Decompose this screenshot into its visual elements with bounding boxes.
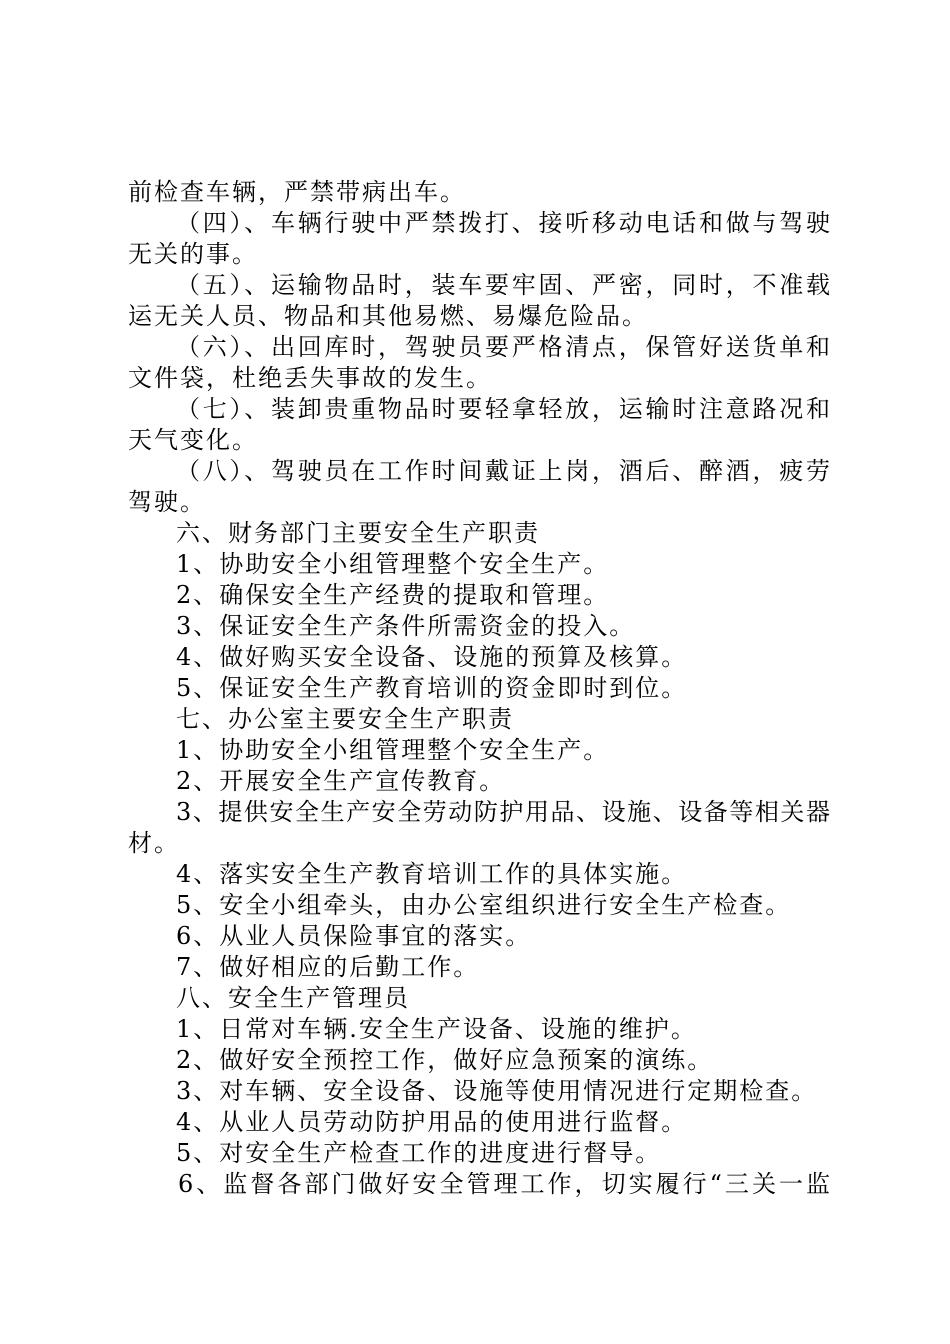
text-line: 2、开展安全生产宣传教育。	[176, 767, 506, 795]
text-line: 1、协助安全小组管理整个安全生产。	[176, 736, 610, 764]
text-line: 5、安全小组牵头，由办公室组织进行安全生产检查。	[176, 891, 792, 919]
section-heading: 七、办公室主要安全生产职责	[176, 705, 514, 733]
text-line: （七）、装卸贵重物品时要轻拿轻放，运输时注意路况和	[176, 395, 830, 423]
text-line: （六）、出回库时，驾驶员要严格清点，保管好送货单和	[176, 333, 830, 361]
text-line: 5、保证安全生产教育培训的资金即时到位。	[176, 674, 688, 702]
text-line: 6、从业人员保险事宜的落实。	[176, 922, 532, 950]
text-line: 1、日常对车辆.安全生产设备、设施的维护。	[176, 1015, 697, 1043]
text-line: 7、做好相应的后勤工作。	[176, 953, 480, 981]
text-line: 材。	[128, 829, 180, 857]
text-line: 2、确保安全生产经费的提取和管理。	[176, 581, 610, 609]
text-line: 运无关人员、物品和其他易燃、易爆危险品。	[128, 302, 648, 330]
text-line: （八）、驾驶员在工作时间戴证上岗，酒后、醉酒，疲劳	[176, 457, 830, 485]
text-line: （五）、运输物品时，装车要牢固、严密，同时，不准载	[176, 271, 830, 299]
text-line: 2、做好安全预控工作，做好应急预案的演练。	[176, 1046, 714, 1074]
text-line: （四）、车辆行驶中严禁拨打、接听移动电话和做与驾驶	[176, 209, 830, 237]
section-heading: 八、安全生产管理员	[176, 984, 410, 1012]
text-line: 天气变化。	[128, 426, 258, 454]
text-line: 3、对车辆、安全设备、设施等使用情况进行定期检查。	[176, 1077, 818, 1105]
text-line: 3、提供安全生产安全劳动防护用品、设施、设备等相关器	[176, 798, 830, 826]
section-heading: 六、财务部门主要安全生产职责	[176, 519, 540, 547]
text-line: 文件袋，杜绝丢失事故的发生。	[128, 364, 492, 392]
text-line: 3、保证安全生产条件所需资金的投入。	[176, 612, 636, 640]
text-line: 驾驶。	[128, 488, 206, 516]
text-line: 1、协助安全小组管理整个安全生产。	[176, 550, 610, 578]
text-line: 6、监督各部门做好安全管理工作，切实履行“三关一监	[178, 1170, 830, 1198]
text-line: 4、做好购买安全设备、设施的预算及核算。	[176, 643, 688, 671]
text-line: 4、落实安全生产教育培训工作的具体实施。	[176, 860, 688, 888]
text-line: 5、对安全生产检查工作的进度进行督导。	[176, 1139, 662, 1167]
text-line: 无关的事。	[128, 240, 258, 268]
text-line: 前检查车辆，严禁带病出车。	[128, 178, 466, 206]
text-line: 4、从业人员劳动防护用品的使用进行监督。	[176, 1108, 688, 1136]
